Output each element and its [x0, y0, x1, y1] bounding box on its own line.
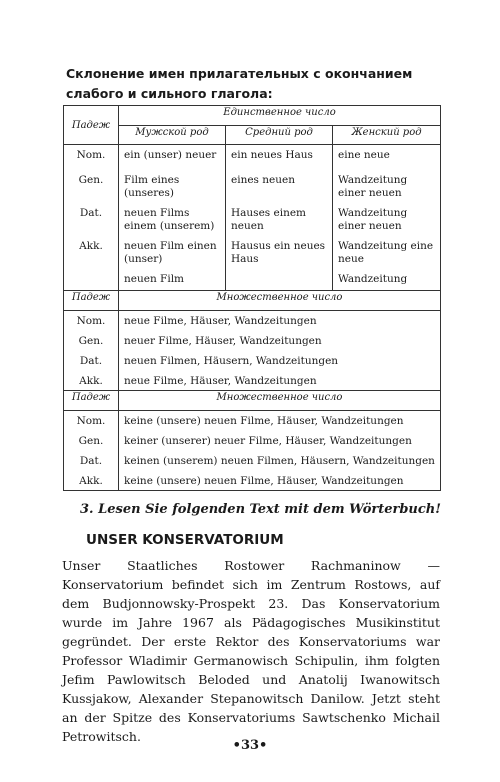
declension-table [63, 105, 441, 491]
case-cell: Nom. [64, 311, 119, 331]
case-cell: Gen. [64, 431, 119, 451]
form-cell: Wandzeitung einer neuen [333, 170, 441, 203]
plural-form-cell: neuer Filme, Häuser, Wandzeitungen [119, 331, 441, 351]
page-number: •33• [232, 738, 268, 753]
plural-form-cell: keinen (unserem) neuen Filmen, Häusern, Wandzeitungen [119, 451, 441, 471]
plural-header: Множественное число [119, 391, 441, 411]
case-cell: Gen. [64, 331, 119, 351]
case-cell: Akk. [64, 236, 119, 269]
case-cell: Nom. [64, 411, 119, 431]
form-cell: neuen Film [119, 269, 226, 291]
form-cell: Hausus ein neues Haus [226, 236, 333, 269]
singular-header: Единственное число [119, 106, 441, 126]
form-cell: Wandzeitung einer neuen [333, 203, 441, 236]
case-header: Падеж [64, 291, 119, 311]
table-row [64, 411, 441, 431]
plural-form-cell: neuen Filmen, Häusern, Wandzeitungen [119, 351, 441, 371]
case-cell: Gen. [64, 170, 119, 203]
section-heading: Склонение имен прилагательных с окончанием слабого и сильного глагола: [66, 66, 413, 101]
plural-form-cell: keine (unsere) neuen Filme, Häuser, Wandzeitungen [119, 471, 441, 491]
plural-form-cell: keiner (unserer) neuer Filme, Häuser, Wandzeitungen [119, 431, 441, 451]
table-row [64, 351, 441, 371]
table-row [64, 145, 441, 170]
case-cell: Akk. [64, 371, 119, 391]
table-row [64, 331, 441, 351]
case-cell [64, 269, 119, 291]
plural-form-cell: neue Filme, Häuser, Wandzeitungen [119, 371, 441, 391]
form-cell: ein (unser) neuer [119, 145, 226, 170]
gender-header: Женский род [333, 126, 441, 145]
plural-form-cell: keine (unsere) neuen Filme, Häuser, Wandzeitungen [119, 411, 441, 431]
body-paragraph: Unser Staatliches Rostower Rachmaninow — Konservatorium befindet sich im Zentrum Rostows, auf dem Budjonnowsky-Prospekt 23. Das Konservatorium wurde im Jahre 1967 als Pädagogisches Musikinstitut gegründet. Der erste Rektor des Konservatoriums war Professor Wladimir Germanowisch Schipulin, ihm folgten Jefim Pawlowitsch Beloded und Anatolij Iwanowitsch Kussjakow, Alexander Stepanowitsch Danilow. Jetzt steht an der Spitze des Konservatoriums Sawtschenko Michail Petrowitsch. [62, 558, 440, 744]
task-heading: 3. Lesen Sie folgenden Text mit dem Wörterbuch! [80, 502, 441, 517]
text-title: UNSER KONSERVATORIUM [86, 532, 284, 548]
plural-form-cell: neue Filme, Häuser, Wandzeitungen [119, 311, 441, 331]
table-row [64, 471, 441, 491]
form-cell: Wandzeitung [333, 269, 441, 291]
table-row [64, 451, 441, 471]
form-cell: eine neue [333, 145, 441, 170]
gender-header: Мужской род [119, 126, 226, 145]
table-row [64, 126, 441, 145]
case-header: Падеж [64, 391, 119, 411]
form-cell: neuen Film einen (unser) [119, 236, 226, 269]
gender-header: Средний род [226, 126, 333, 145]
table-row [64, 371, 441, 391]
case-cell: Dat. [64, 351, 119, 371]
case-cell: Akk. [64, 471, 119, 491]
table-row [64, 311, 441, 331]
table-row [64, 106, 441, 126]
table-row [64, 391, 441, 411]
table-row [64, 291, 441, 311]
table-row [64, 203, 441, 236]
form-cell: eines neuen [226, 170, 333, 203]
form-cell: ein neues Haus [226, 145, 333, 170]
form-cell: Hauses einem neuen [226, 203, 333, 236]
form-cell: neuen Films einem (unserem) [119, 203, 226, 236]
case-cell: Dat. [64, 451, 119, 471]
plural-header: Множественное число [119, 291, 441, 311]
table-row [64, 431, 441, 451]
table-row [64, 269, 441, 291]
case-header: Падеж [64, 106, 119, 145]
table-row [64, 170, 441, 203]
form-cell [226, 269, 333, 291]
table-row [64, 236, 441, 269]
form-cell: Wandzeitung eine neue [333, 236, 441, 269]
form-cell: Film eines (unseres) [119, 170, 226, 203]
case-cell: Dat. [64, 203, 119, 236]
case-cell: Nom. [64, 145, 119, 170]
